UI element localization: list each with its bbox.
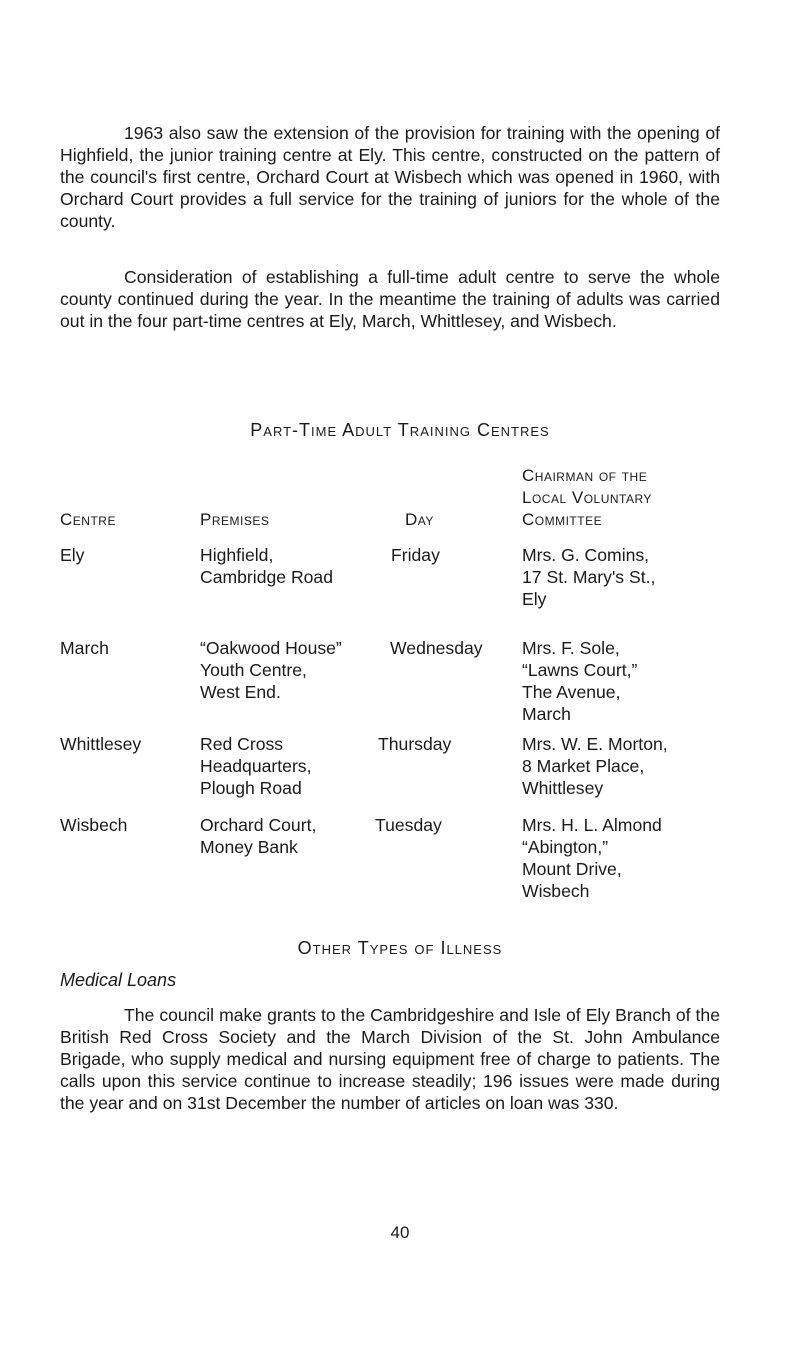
cell-centre: Ely bbox=[60, 545, 85, 565]
section-title: Other Types of Illness bbox=[297, 938, 503, 958]
chairman-line: Mrs. F. Sole, bbox=[522, 638, 620, 658]
header-chairman-line: Local Voluntary bbox=[522, 488, 652, 507]
header-chairman-line: Committee bbox=[522, 510, 603, 529]
cell-premises bbox=[200, 814, 316, 858]
premises-line: Highfield, bbox=[200, 545, 274, 565]
premises-line: West End. bbox=[200, 682, 281, 702]
cell-premises bbox=[200, 544, 333, 588]
chairman-line: 8 Market Place, bbox=[522, 756, 645, 776]
premises-line: Money Bank bbox=[200, 837, 298, 857]
paragraph-adult-centre: Consideration of establishing a full-time adult centre to serve the whole county continued during the year. In the meantime the training of adults was carried out in the four part-time centres at Ely, March, Whittlesey, and Wisbech. bbox=[60, 267, 720, 331]
chairman-line: Mount Drive, bbox=[522, 859, 622, 879]
header-premises: Premises bbox=[200, 510, 270, 529]
premises-line: Orchard Court, bbox=[200, 815, 317, 835]
chairman-line: Whittlesey bbox=[522, 778, 604, 798]
premises-line: Youth Centre, bbox=[200, 660, 307, 680]
cell-day: Friday bbox=[391, 545, 440, 565]
paragraph-medical-loans: The council make grants to the Cambridgeshire and Isle of Ely Branch of the British Red Cross Society and the March Division of the St. John Ambulance Brigade, who supply medical and nursing equipment free of charge to patients. The calls upon this service continue to increase steadily; 196 issues were made during the year and on 31st December the number of articles on loan was 330. bbox=[60, 1005, 720, 1113]
header-chairman bbox=[522, 465, 652, 531]
premises-line: Plough Road bbox=[200, 778, 302, 798]
chairman-line: Wisbech bbox=[522, 881, 590, 901]
chairman-line: March bbox=[522, 704, 571, 724]
header-day: Day bbox=[405, 510, 434, 529]
chairman-line: “Abington,” bbox=[522, 837, 609, 857]
cell-day: Thursday bbox=[378, 734, 452, 754]
premises-line: Cambridge Road bbox=[200, 567, 334, 587]
page-number: 40 bbox=[390, 1223, 410, 1242]
premises-line: Headquarters, bbox=[200, 756, 312, 776]
header-chairman-line: Chairman of the bbox=[522, 466, 648, 485]
premises-line: Red Cross bbox=[200, 734, 284, 754]
cell-centre: March bbox=[60, 638, 109, 658]
header-centre: Centre bbox=[60, 510, 116, 529]
cell-day: Tuesday bbox=[375, 815, 442, 835]
chairman-line: Mrs. H. L. Almond bbox=[522, 815, 662, 835]
chairman-line: The Avenue, bbox=[522, 682, 621, 702]
cell-centre: Whittlesey bbox=[60, 734, 142, 754]
cell-premises bbox=[200, 733, 312, 799]
cell-chairman bbox=[522, 733, 668, 799]
paragraph-highfield: 1963 also saw the extension of the provision for training with the opening of Highfield, the junior training centre at Ely. This centre, constructed on the pattern of the council's first centre, Orchard Court at Wisbech which was opened in 1960, with Orchard Court provides a full service for the training of juniors for the whole of the county. bbox=[60, 123, 720, 231]
chairman-line: Mrs. G. Comins, bbox=[522, 545, 650, 565]
cell-chairman bbox=[522, 637, 637, 725]
chairman-line: 17 St. Mary's St., bbox=[522, 567, 656, 587]
premises-line: “Oakwood House” bbox=[200, 638, 342, 658]
cell-chairman bbox=[522, 544, 655, 610]
chairman-line: Mrs. W. E. Morton, bbox=[522, 734, 668, 754]
section-subheading: Medical Loans bbox=[60, 970, 177, 990]
cell-chairman bbox=[522, 814, 662, 902]
chairman-line: Ely bbox=[522, 589, 547, 609]
chairman-line: “Lawns Court,” bbox=[522, 660, 638, 680]
cell-centre: Wisbech bbox=[60, 815, 128, 835]
cell-day: Wednesday bbox=[390, 638, 483, 658]
cell-premises bbox=[200, 637, 342, 703]
table-title: Part-Time Adult Training Centres bbox=[250, 420, 550, 440]
